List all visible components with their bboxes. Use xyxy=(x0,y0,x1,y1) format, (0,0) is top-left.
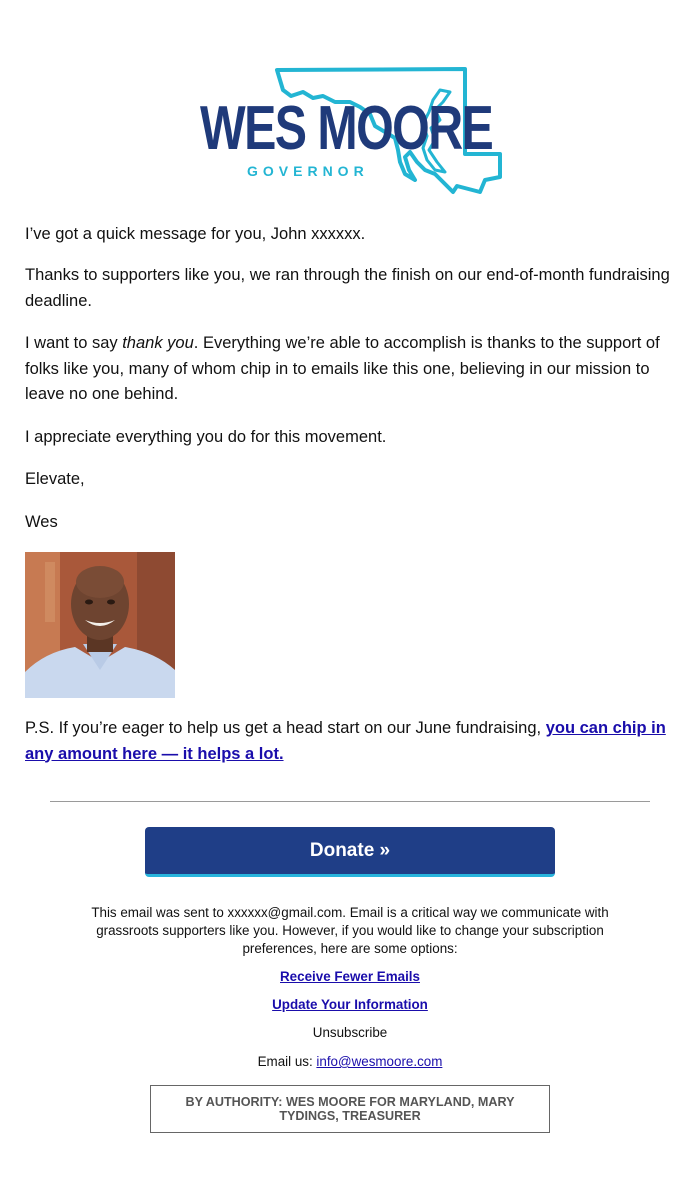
thanks-text: Thanks to supporters like you, we ran through the finish on our end-of-month fundraising deadline. xyxy=(25,266,670,310)
mission-lead: I want to say xyxy=(25,334,123,352)
greeting-text: I’ve got a quick message for you, John xxxxxx. xyxy=(25,225,366,243)
candidate-photo xyxy=(25,552,175,698)
logo-name: WES MOORE xyxy=(200,94,493,163)
mission-text xyxy=(25,331,675,408)
donate-button[interactable]: Donate » xyxy=(145,827,555,877)
chip-in-link[interactable]: you can chip in any amount here — it helps a lot. xyxy=(25,719,666,763)
email-us-row xyxy=(0,1054,700,1069)
signature xyxy=(25,510,675,536)
email-link[interactable]: info@wesmoore.com xyxy=(316,1054,443,1069)
footer-note: This email was sent to xxxxxx@gmail.com. Email is a critical way we communicate with grassroots supporters like you. However, if you would like to change your subscription preferences, here are some options: xyxy=(91,905,609,956)
authority-text: BY AUTHORITY: WES MOORE FOR MARYLAND, MARY TYDINGS, TREASURER xyxy=(185,1095,515,1123)
email-us-label: Email us: xyxy=(257,1054,317,1069)
unsubscribe-row xyxy=(0,1025,700,1040)
appreciate-text: I appreciate everything you do for this movement. xyxy=(25,428,387,446)
update-info-row xyxy=(0,997,700,1012)
paragraph-thanks xyxy=(25,263,675,314)
signoff-text: Elevate, xyxy=(25,470,85,488)
ps-lead: P.S. If you’re eager to help us get a head start on our June fundraising, xyxy=(25,719,546,737)
authority-box xyxy=(150,1085,550,1133)
receive-fewer-emails-link[interactable]: Receive Fewer Emails xyxy=(280,969,420,984)
greeting-paragraph xyxy=(25,222,675,248)
mission-rest: . Everything we’re able to accomplish is thanks to the support of folks like you, many of whom chip in to emails like this one, believing in our mission to leave no one behind. xyxy=(25,334,660,403)
paragraph-appreciate xyxy=(25,425,675,451)
unsubscribe-link[interactable]: Unsubscribe xyxy=(312,1025,388,1040)
campaign-logo xyxy=(195,62,505,197)
signature-text: Wes xyxy=(25,513,58,531)
mission-emphasis: thank you xyxy=(122,334,194,352)
paragraph-mission xyxy=(25,331,675,408)
fewer-emails-row xyxy=(0,969,700,984)
ps-text xyxy=(25,716,675,767)
logo-subtitle: GOVERNOR xyxy=(247,163,369,179)
update-information-link[interactable]: Update Your Information xyxy=(272,997,428,1012)
signoff xyxy=(25,467,675,493)
divider xyxy=(50,801,650,802)
ps-paragraph xyxy=(25,716,675,767)
